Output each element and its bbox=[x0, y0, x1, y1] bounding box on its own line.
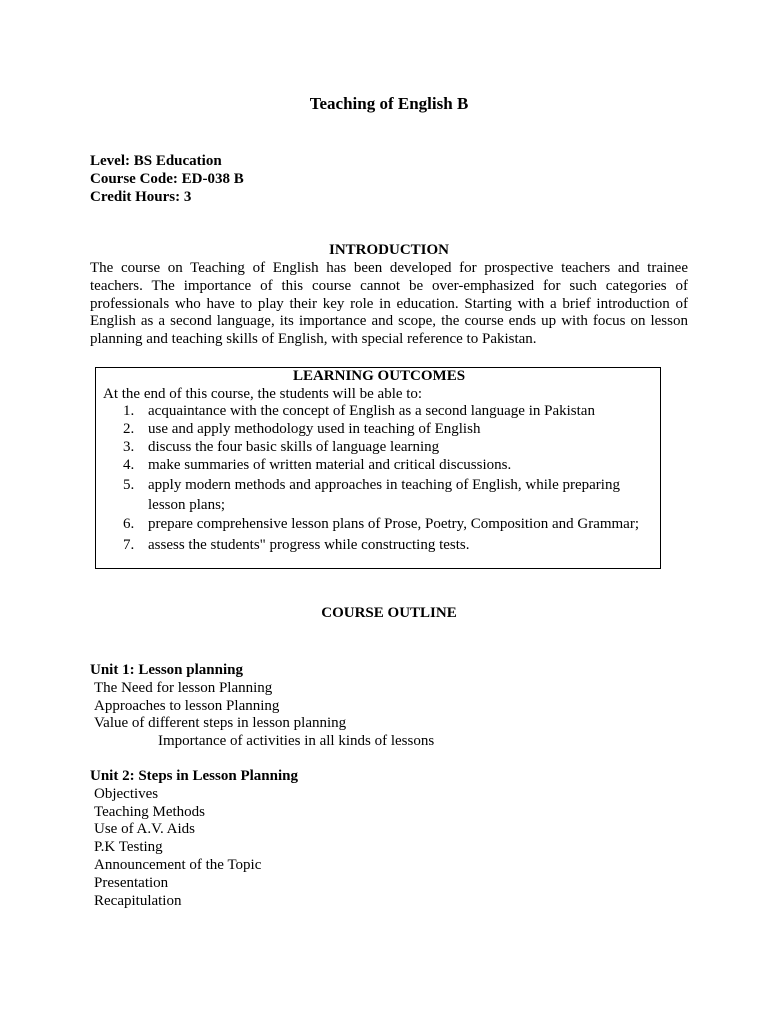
list-item bbox=[96, 537, 648, 555]
list-item bbox=[96, 439, 648, 457]
list-item-number: 1. bbox=[123, 403, 135, 419]
list-item-number: 4. bbox=[123, 456, 135, 473]
unit-1-section bbox=[90, 662, 434, 751]
list-item-text: prepare comprehensive lesson plans of Prose, Poetry, Composition and Grammar; bbox=[148, 515, 640, 532]
course-code: Course Code: ED-038 B bbox=[90, 170, 244, 187]
introduction-heading: INTRODUCTION bbox=[328, 242, 449, 258]
list-item: Approaches to lesson Planning bbox=[94, 697, 280, 714]
list-item bbox=[96, 403, 648, 421]
unit-2-section bbox=[90, 768, 298, 910]
list-item bbox=[96, 457, 648, 475]
unit-title: Unit 2: Steps in Lesson Planning bbox=[90, 768, 298, 784]
list-item: Value of different steps in lesson planning bbox=[94, 715, 347, 732]
list-item-number: 6. bbox=[123, 515, 135, 532]
list-item-text: assess the students" progress while constructing tests. bbox=[148, 536, 470, 553]
list-item bbox=[96, 475, 648, 515]
list-item-number: 3. bbox=[123, 438, 135, 455]
introduction-text: The course on Teaching of English has been developed for prospective teachers and trainee teachers. The importance of this course cannot be over-emphasized for such categories of professionals who have to play their key role in education. Starting with a brief introduction of English as a second language, its importance and scope, the course ends up with focus on lesson planning and teaching skills of English, with special reference to Pakistan. bbox=[90, 260, 688, 348]
list-item: P.K Testing bbox=[94, 839, 163, 856]
list-item: Objectives bbox=[94, 785, 159, 802]
list-item: Recapitulation bbox=[94, 892, 182, 909]
learning-outcomes-box bbox=[95, 367, 661, 569]
learning-outcomes-intro: At the end of this course, the students will be able to: bbox=[103, 386, 423, 402]
learning-outcomes-list bbox=[96, 403, 648, 555]
course-meta bbox=[90, 153, 244, 206]
list-item bbox=[96, 421, 648, 439]
course-outline-heading: COURSE OUTLINE bbox=[321, 605, 457, 621]
list-item-text: use and apply methodology used in teaching of English bbox=[148, 420, 481, 437]
list-item-number: 5. bbox=[123, 476, 135, 493]
list-item-number: 7. bbox=[123, 536, 135, 553]
list-item-number: 2. bbox=[123, 420, 135, 437]
course-level: Level: BS Education bbox=[90, 153, 222, 169]
credit-hours: Credit Hours: 3 bbox=[90, 188, 192, 205]
list-item-text: acquaintance with the concept of English as a second language in Pakistan bbox=[148, 403, 595, 419]
learning-outcomes-heading: LEARNING OUTCOMES bbox=[292, 368, 466, 384]
list-item: Importance of activities in all kinds of lessons bbox=[158, 733, 435, 750]
list-item: Presentation bbox=[94, 874, 169, 891]
list-item-text: discuss the four basic skills of language learning bbox=[148, 438, 440, 455]
list-item: Announcement of the Topic bbox=[94, 856, 262, 873]
unit-title: Unit 1: Lesson planning bbox=[90, 662, 243, 678]
list-item: Use of A.V. Aids bbox=[94, 821, 195, 838]
list-item-text: make summaries of written material and critical discussions. bbox=[148, 456, 512, 473]
list-item bbox=[96, 516, 648, 534]
page-title: Teaching of English B bbox=[309, 94, 469, 113]
list-item-text: apply modern methods and approaches in teaching of English, while preparing lesson plans; bbox=[148, 476, 620, 513]
list-item: Teaching Methods bbox=[94, 803, 206, 820]
list-item: The Need for lesson Planning bbox=[94, 679, 273, 696]
